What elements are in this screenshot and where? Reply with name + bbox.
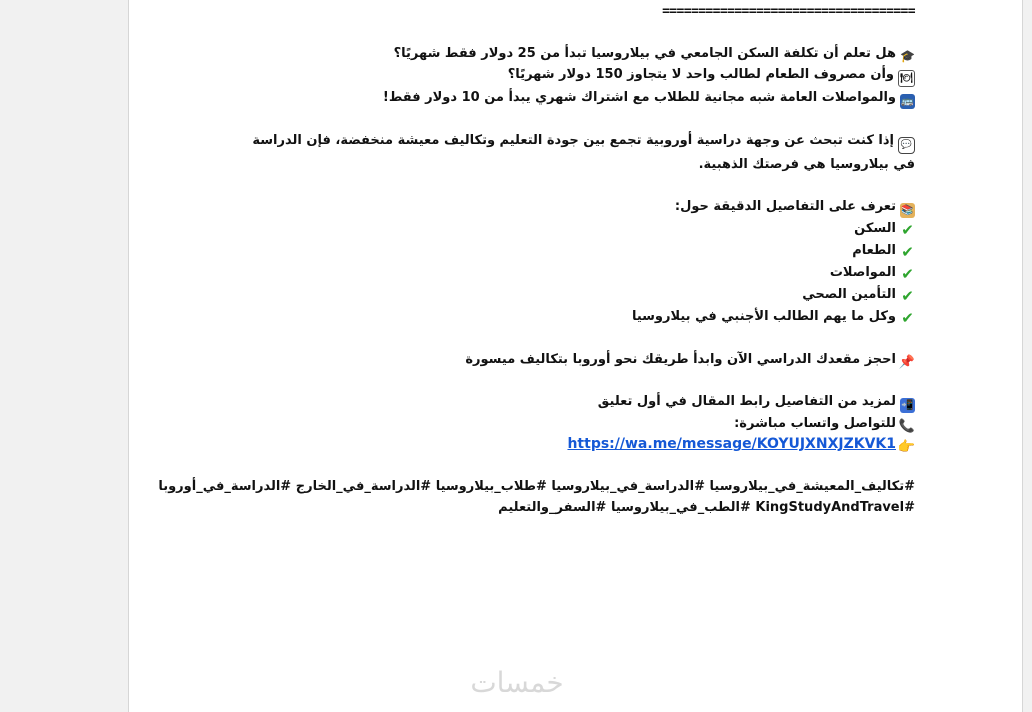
intro-line <box>239 43 915 64</box>
details-heading-text: تعرف على التفاصيل الدقيقة حول: <box>674 199 896 214</box>
list-item <box>239 262 915 284</box>
separator-rule: =================================== <box>662 4 915 19</box>
speech-bubble-icon: 💬 <box>898 137 915 154</box>
contact-line <box>239 413 915 434</box>
pushpin-icon: 📌 <box>898 355 915 370</box>
check-mark-icon: ✔ <box>901 265 914 283</box>
document-page <box>128 0 1023 712</box>
pointing-hand-icon: 👉 <box>897 439 915 455</box>
books-icon: 📚 <box>901 205 914 216</box>
list-item-text: التأمين الصحي <box>802 287 896 302</box>
list-item <box>239 240 915 262</box>
list-item <box>239 218 915 240</box>
intro-text: والمواصلات العامة شبه مجانية للطلاب مع اشتراك شهري يبدأ من 10 دولار فقط! <box>382 90 896 105</box>
hashtags-block <box>158 476 915 518</box>
cta-text: احجز مقعدك الدراسي الآن وابدأ طريقك نحو أوروبا بتكاليف ميسورة <box>465 352 896 367</box>
contact-block <box>239 391 915 455</box>
pitch-text: إذا كنت تبحث عن وجهة دراسية أوروبية تجمع بين جودة التعليم وتكاليف معيشة منخفضة، فإن الدراسة في بيلاروسيا هي فرصتك الذهبية. <box>252 133 915 172</box>
telephone-icon: 📞 <box>898 419 915 434</box>
check-mark-icon: ✔ <box>901 221 914 239</box>
graduation-cap-icon: 🎓 <box>900 49 915 63</box>
check-mark-icon: ✔ <box>901 243 914 261</box>
intro-line <box>239 87 915 109</box>
details-heading <box>239 196 915 218</box>
intro-text: وأن مصروف الطعام لطالب واحد لا يتجاوز 150 دولار شهريًا؟ <box>507 67 894 82</box>
list-item <box>239 306 915 328</box>
more-text: لمزيد من التفاصيل رابط المقال في أول تعليق <box>597 394 896 409</box>
cta-block <box>239 349 915 370</box>
whatsapp-link[interactable]: https://wa.me/message/KOYUJXNXJZKVK1 <box>567 436 896 452</box>
list-item-text: المواصلات <box>829 265 896 280</box>
more-line <box>239 391 915 413</box>
intro-text: هل تعلم أن تكلفة السكن الجامعي في بيلاروسيا تبدأ من 25 دولار فقط شهريًا؟ <box>393 46 896 61</box>
check-mark-icon: ✔ <box>901 309 914 327</box>
hashtags-line: #تكاليف_المعيشة_في_بيلاروسيا #الدراسة_في_بيلاروسيا #طلاب_بيلاروسيا #الدراسة_في_الخارج #الدراسة_في_أوروبا <box>158 479 915 494</box>
bus-icon: 🚌 <box>901 96 914 107</box>
contact-text: للتواصل واتساب مباشرة: <box>734 416 896 431</box>
list-item-text: الطعام <box>852 243 896 258</box>
plate-cutlery-icon: 🍽 <box>898 70 915 87</box>
list-item-text: وكل ما يهم الطالب الأجنبي في بيلاروسيا <box>631 309 896 324</box>
cta-line <box>239 349 915 370</box>
hashtags-line: #KingStudyAndTravel #الطب_في_بيلاروسيا #السفر_والتعليم <box>498 500 915 515</box>
post-content <box>158 0 915 518</box>
pitch-paragraph <box>239 130 915 175</box>
site-watermark: خمسات <box>470 666 564 699</box>
intro-block <box>239 43 915 109</box>
link-line <box>239 434 915 455</box>
list-item <box>239 284 915 306</box>
details-block <box>239 196 915 328</box>
intro-line <box>239 64 915 87</box>
list-item-text: السكن <box>854 221 896 236</box>
mobile-phone-icon: 📲 <box>901 400 914 411</box>
check-mark-icon: ✔ <box>901 287 914 305</box>
